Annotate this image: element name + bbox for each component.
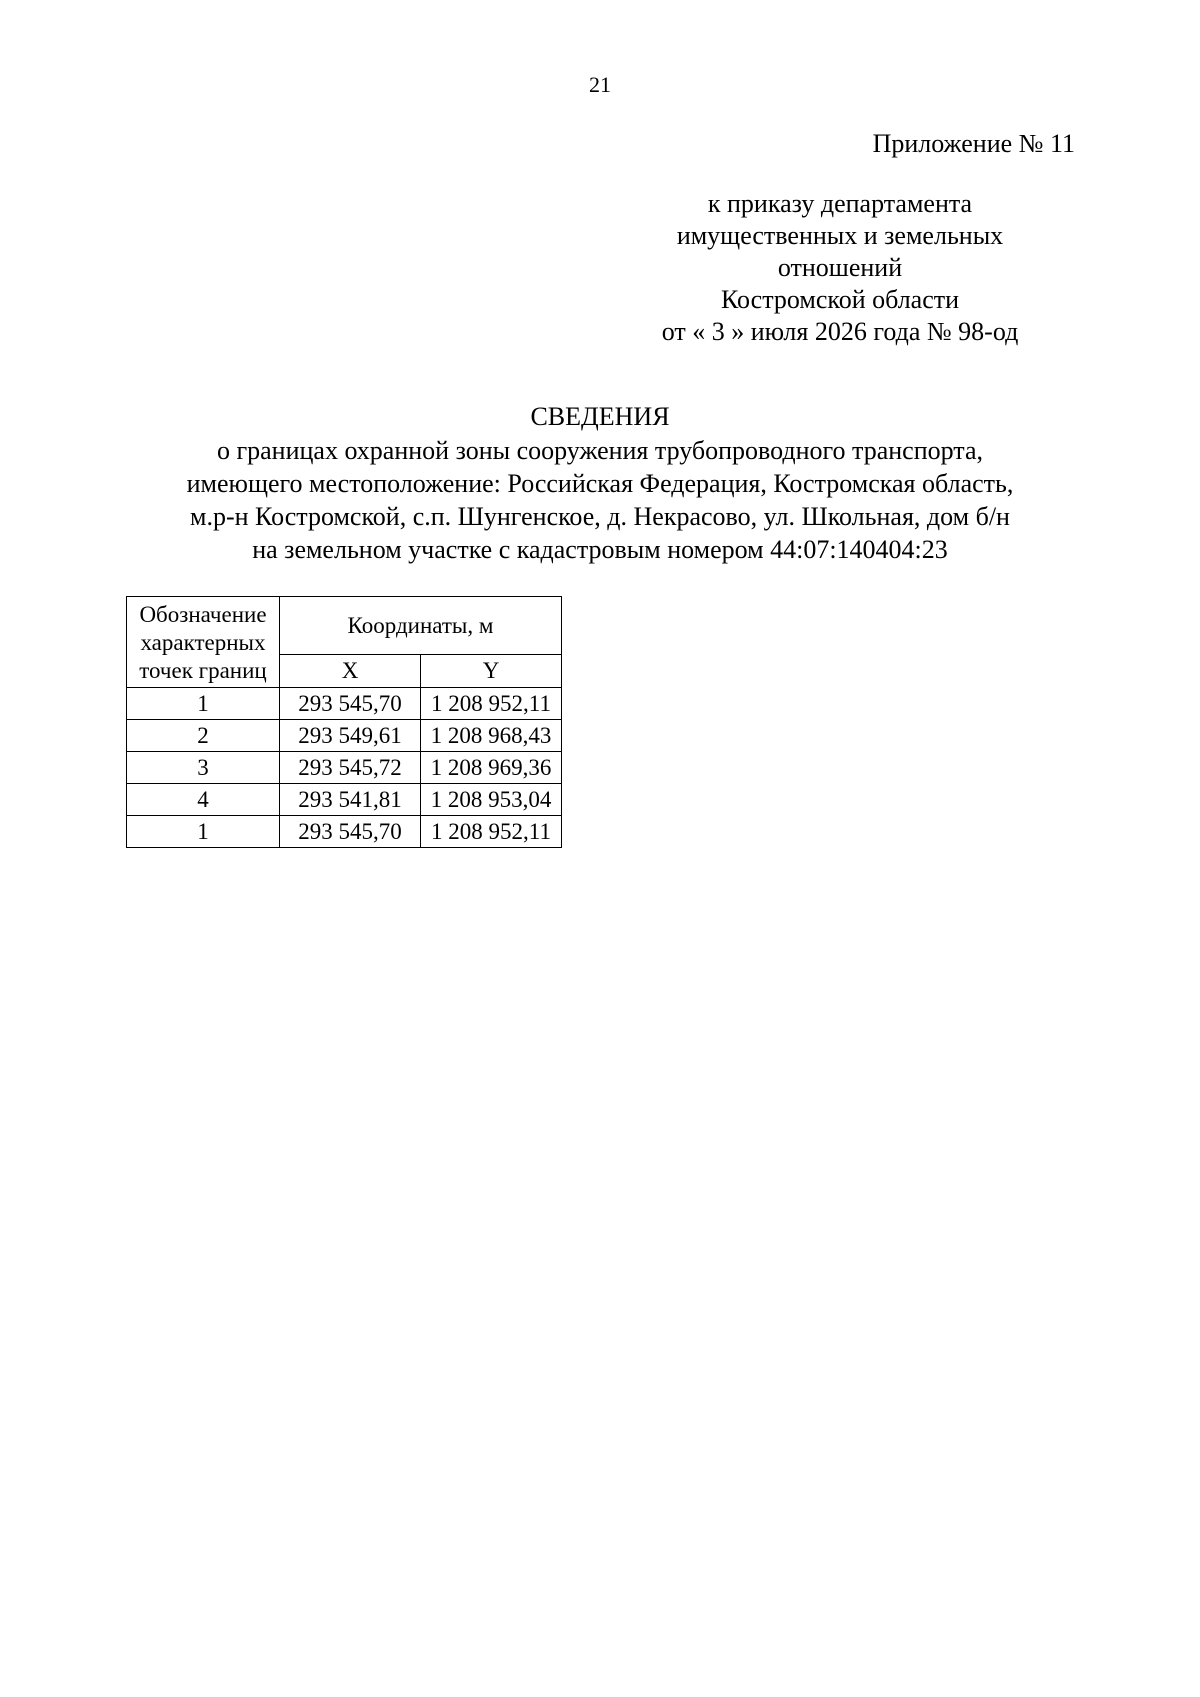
subtitle-line: м.р-н Костромской, с.п. Шунгенское, д. Некрасово, ул. Школьная, дом б/н (190, 502, 1010, 531)
table-row (127, 784, 562, 816)
coordinates-header: Координаты, м (280, 597, 562, 655)
table-row (127, 720, 562, 752)
x-cell: 293 545,72 (280, 752, 421, 784)
x-cell: 293 545,70 (280, 816, 421, 848)
order-ref-line: отношений (777, 253, 903, 282)
point-cell: 1 (127, 688, 280, 720)
header-line: характерных (140, 630, 266, 655)
order-ref-line: к приказу департамента (707, 189, 973, 218)
y-cell: 1 208 968,43 (421, 720, 562, 752)
x-cell: 293 541,81 (280, 784, 421, 816)
point-cell: 1 (127, 816, 280, 848)
table-row (127, 752, 562, 784)
order-ref-line: от « 3 » июля 2026 года № 98-од (661, 317, 1019, 346)
table-row (127, 688, 562, 720)
header-line: точек границ (139, 658, 267, 683)
point-label-header (127, 597, 280, 688)
point-cell: 2 (127, 720, 280, 752)
point-cell: 4 (127, 784, 280, 816)
y-cell: 1 208 953,04 (421, 784, 562, 816)
order-reference (620, 188, 1060, 348)
subtitle-line: на земельном участке с кадастровым номером 44:07:140404:23 (252, 535, 948, 564)
document-title: СВЕДЕНИЯ (530, 402, 670, 431)
header-line: Обозначение (139, 602, 267, 627)
x-cell: 293 545,70 (280, 688, 421, 720)
x-cell: 293 549,61 (280, 720, 421, 752)
order-ref-line: Костромской области (720, 285, 960, 314)
document-subtitle (0, 434, 1200, 566)
y-cell: 1 208 969,36 (421, 752, 562, 784)
y-header: Y (421, 655, 562, 688)
appendix-title: Приложение № 11 (872, 129, 1075, 158)
table-row (127, 816, 562, 848)
order-ref-line: имущественных и земельных (676, 221, 1004, 250)
point-cell: 3 (127, 752, 280, 784)
coordinates-table (126, 596, 562, 848)
subtitle-line: о границах охранной зоны сооружения трубопроводного транспорта, (216, 436, 984, 465)
y-cell: 1 208 952,11 (421, 816, 562, 848)
page-number: 21 (589, 72, 611, 97)
x-header: X (280, 655, 421, 688)
y-cell: 1 208 952,11 (421, 688, 562, 720)
subtitle-line: имеющего местоположение: Российская Федерация, Костромская область, (186, 469, 1014, 498)
